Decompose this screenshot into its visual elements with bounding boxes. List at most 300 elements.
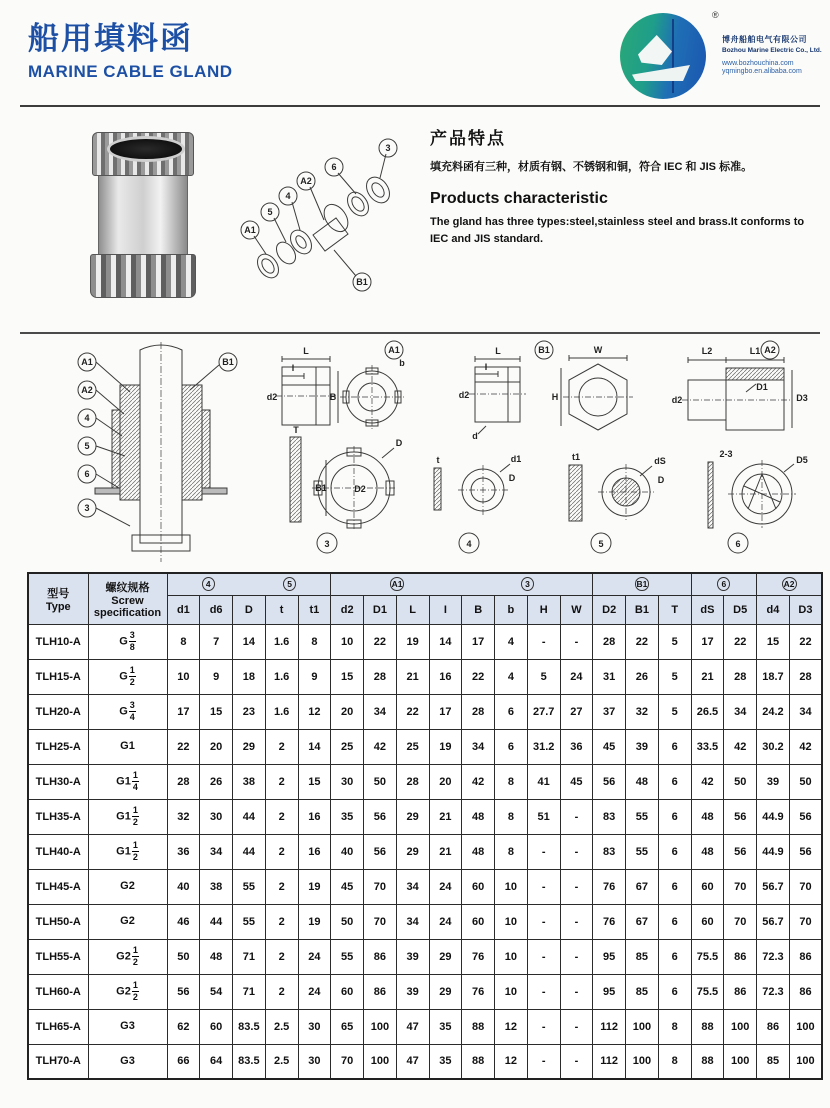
cell-screw: G1 $\frac{1}{4}$ xyxy=(88,764,167,799)
cell-value: 17 xyxy=(429,694,462,729)
cell-value: 85 xyxy=(757,1044,790,1079)
cell-value: 44 xyxy=(233,834,266,869)
cell-value: 70 xyxy=(724,869,757,904)
cell-value: 10 xyxy=(495,904,528,939)
cell-value: 83.5 xyxy=(233,1044,266,1079)
cell-value: 40 xyxy=(167,869,200,904)
callout-3: 3 xyxy=(385,143,391,153)
table-row xyxy=(28,939,822,974)
cell-value: 86 xyxy=(724,939,757,974)
dim-dS: dS xyxy=(654,456,666,466)
cell-value: 10 xyxy=(331,624,364,659)
cell-value: 36 xyxy=(560,729,593,764)
cell-value: - xyxy=(560,1044,593,1079)
cell-value: 24 xyxy=(429,904,462,939)
cell-value: 48 xyxy=(691,834,724,869)
col-header-d6: d6 xyxy=(200,595,233,624)
cell-value: 29 xyxy=(396,834,429,869)
col-header-h: H xyxy=(527,595,560,624)
cell-value: 45 xyxy=(593,729,626,764)
cell-type: TLH45-A xyxy=(28,869,88,904)
cell-screw: G3 xyxy=(88,1044,167,1079)
cell-value: 56 xyxy=(593,764,626,799)
cell-value: 34 xyxy=(396,869,429,904)
dim-t: t xyxy=(436,455,440,465)
cell-value: 17 xyxy=(167,694,200,729)
group-header-a2: A2 xyxy=(757,573,823,595)
cell-value: 40 xyxy=(331,834,364,869)
cell-value: 71 xyxy=(233,974,266,1009)
cell-value: 4 xyxy=(495,624,528,659)
dim-L2: L2 xyxy=(701,346,713,356)
cell-value: 56 xyxy=(789,799,822,834)
company-name-en: Bozhou Marine Electric Co., Ltd. xyxy=(722,47,822,54)
cell-value: 55 xyxy=(626,799,659,834)
dim-H: H xyxy=(551,392,559,402)
cell-value: 48 xyxy=(462,799,495,834)
cell-value: 75.5 xyxy=(691,939,724,974)
cell-value: 24 xyxy=(429,869,462,904)
cell-value: 39 xyxy=(626,729,659,764)
cell-value: 42 xyxy=(691,764,724,799)
spec-table-head xyxy=(28,573,822,624)
dim-L-b1: L xyxy=(495,346,501,356)
cell-value: 5 xyxy=(658,624,691,659)
col-header-ds: dS xyxy=(691,595,724,624)
cell-value: 35 xyxy=(429,1009,462,1044)
cell-value: 60 xyxy=(462,904,495,939)
table-row xyxy=(28,1009,822,1044)
cell-value: 112 xyxy=(593,1044,626,1079)
cell-value: 85 xyxy=(626,974,659,1009)
registered-trademark-icon: ® xyxy=(712,10,719,20)
cell-value: 10 xyxy=(495,974,528,1009)
cell-value: - xyxy=(527,834,560,869)
spec-table-body xyxy=(28,624,822,1079)
cell-value: 95 xyxy=(593,974,626,1009)
cell-value: 2 xyxy=(265,729,298,764)
cell-type: TLH35-A xyxy=(28,799,88,834)
cell-value: 1.6 xyxy=(265,624,298,659)
cell-value: 83 xyxy=(593,799,626,834)
table-row xyxy=(28,1044,822,1079)
cell-value: 86 xyxy=(364,939,397,974)
drawing-callout-4: 4 xyxy=(84,413,90,423)
cell-value: 50 xyxy=(364,764,397,799)
cell-value: 76 xyxy=(593,869,626,904)
cell-value: 1.6 xyxy=(265,694,298,729)
cell-value: 72.3 xyxy=(757,939,790,974)
header-divider xyxy=(20,105,820,107)
cell-value: 30 xyxy=(298,1044,331,1079)
exploded-view-drawing xyxy=(238,138,428,310)
cell-value: 22 xyxy=(724,624,757,659)
cell-value: 50 xyxy=(724,764,757,799)
cell-value: 32 xyxy=(167,799,200,834)
cell-type: TLH25-A xyxy=(28,729,88,764)
cell-value: 6 xyxy=(658,869,691,904)
view-label-4: 4 xyxy=(466,539,472,549)
cell-type: TLH15-A xyxy=(28,659,88,694)
cell-value: 16 xyxy=(429,659,462,694)
cell-value: 71 xyxy=(233,939,266,974)
cell-value: 44 xyxy=(233,799,266,834)
cell-value: 12 xyxy=(298,694,331,729)
col-header-b: B xyxy=(462,595,495,624)
dim-D3: D3 xyxy=(796,393,808,403)
cell-value: 12 xyxy=(495,1009,528,1044)
dim-W: W xyxy=(593,345,603,355)
cell-value: 50 xyxy=(331,904,364,939)
cell-value: 86 xyxy=(789,974,822,1009)
cell-value: 67 xyxy=(626,869,659,904)
cell-value: 29 xyxy=(396,799,429,834)
cell-value: 22 xyxy=(462,659,495,694)
cell-value: - xyxy=(527,939,560,974)
cell-value: 28 xyxy=(789,659,822,694)
cell-value: 67 xyxy=(626,904,659,939)
cell-value: 66 xyxy=(167,1044,200,1079)
cell-value: 34 xyxy=(789,694,822,729)
col-header-d2: d2 xyxy=(331,595,364,624)
cell-value: 14 xyxy=(233,624,266,659)
cell-value: 12 xyxy=(495,1044,528,1079)
cell-value: - xyxy=(560,1009,593,1044)
cell-value: 2 xyxy=(265,834,298,869)
cell-value: 19 xyxy=(298,869,331,904)
table-row xyxy=(28,764,822,799)
cell-value: 30 xyxy=(298,1009,331,1044)
col-header-t: t xyxy=(265,595,298,624)
table-row xyxy=(28,659,822,694)
cell-value: 2.5 xyxy=(265,1044,298,1079)
col-header-d2: D2 xyxy=(593,595,626,624)
cell-value: 34 xyxy=(364,694,397,729)
cell-value: 56 xyxy=(789,834,822,869)
col-header-w: W xyxy=(560,595,593,624)
cell-value: 42 xyxy=(724,729,757,764)
cell-value: 47 xyxy=(396,1044,429,1079)
col-header-d1: d1 xyxy=(167,595,200,624)
cell-value: 70 xyxy=(364,904,397,939)
cell-type: TLH40-A xyxy=(28,834,88,869)
cell-value: 20 xyxy=(331,694,364,729)
cell-value: 45 xyxy=(331,869,364,904)
cell-value: 6 xyxy=(658,764,691,799)
cell-value: 2 xyxy=(265,974,298,1009)
col-header-type: 型号 Type xyxy=(28,573,88,624)
cell-value: 24 xyxy=(560,659,593,694)
cell-screw: G $\frac{3}{8}$ xyxy=(88,624,167,659)
cell-value: 2 xyxy=(265,904,298,939)
cell-type: TLH60-A xyxy=(28,974,88,1009)
dim-d2-b1: d2 xyxy=(458,390,470,400)
cell-value: 20 xyxy=(200,729,233,764)
cell-value: 17 xyxy=(462,624,495,659)
cell-value: 42 xyxy=(364,729,397,764)
cell-value: 100 xyxy=(724,1009,757,1044)
cell-value: 100 xyxy=(364,1044,397,1079)
col-header-d: D xyxy=(233,595,266,624)
features-heading-zh: 产品特点 xyxy=(430,129,506,148)
cell-value: 86 xyxy=(789,939,822,974)
cell-value: 10 xyxy=(167,659,200,694)
cell-screw: G $\frac{3}{4}$ xyxy=(88,694,167,729)
cell-value: 21 xyxy=(429,834,462,869)
cell-value: 16 xyxy=(298,799,331,834)
cell-screw: G2 $\frac{1}{2}$ xyxy=(88,974,167,1009)
callout-b1: B1 xyxy=(356,277,368,287)
col-header-d4: d4 xyxy=(757,595,790,624)
callout-a2: A2 xyxy=(300,176,312,186)
group-header-b1: B1 xyxy=(593,573,691,595)
cell-value: 48 xyxy=(462,834,495,869)
cell-type: TLH65-A xyxy=(28,1009,88,1044)
cell-value: 60 xyxy=(691,869,724,904)
col-header-screw: 螺纹规格 Screw specification xyxy=(88,573,167,624)
drawing-callout-3: 3 xyxy=(84,503,90,513)
cell-value: 62 xyxy=(167,1009,200,1044)
cell-value: 41 xyxy=(527,764,560,799)
cell-value: 24 xyxy=(298,974,331,1009)
callout-6: 6 xyxy=(331,162,337,172)
cell-value: - xyxy=(560,799,593,834)
table-row xyxy=(28,729,822,764)
table-row xyxy=(28,869,822,904)
cell-value: 50 xyxy=(167,939,200,974)
dim-D: D xyxy=(395,438,403,448)
cell-value: 26.5 xyxy=(691,694,724,729)
cell-value: 76 xyxy=(593,904,626,939)
cell-value: 64 xyxy=(200,1044,233,1079)
cell-value: 30.2 xyxy=(757,729,790,764)
cell-value: 37 xyxy=(593,694,626,729)
table-row xyxy=(28,624,822,659)
cell-value: 29 xyxy=(233,729,266,764)
cell-value: 44.9 xyxy=(757,834,790,869)
cell-value: 6 xyxy=(495,729,528,764)
cell-value: 28 xyxy=(364,659,397,694)
cell-value: 5 xyxy=(658,694,691,729)
drawing-callout-6: 6 xyxy=(84,469,90,479)
cell-value: 14 xyxy=(298,729,331,764)
dim-d2: d2 xyxy=(266,392,278,402)
cell-value: 55 xyxy=(331,939,364,974)
cell-value: 33.5 xyxy=(691,729,724,764)
cell-value: 60 xyxy=(331,974,364,1009)
cell-value: 8 xyxy=(495,764,528,799)
cell-value: 65 xyxy=(331,1009,364,1044)
cell-value: 50 xyxy=(789,764,822,799)
cell-value: 15 xyxy=(757,624,790,659)
cell-value: 27.7 xyxy=(527,694,560,729)
cell-value: 22 xyxy=(789,624,822,659)
cell-value: 88 xyxy=(691,1009,724,1044)
cell-value: 22 xyxy=(167,729,200,764)
dim-D5: D5 xyxy=(796,455,808,465)
cell-value: 8 xyxy=(298,624,331,659)
cell-value: - xyxy=(560,904,593,939)
group-header-4-5: 4 5 xyxy=(167,573,331,595)
table-row xyxy=(28,834,822,869)
features-body-en: The gland has three types:steel,stainless steel and brass.It conforms to IEC and JIS standard. xyxy=(430,215,805,245)
cell-value: 28 xyxy=(167,764,200,799)
cell-screw: G2 $\frac{1}{2}$ xyxy=(88,939,167,974)
cell-value: 42 xyxy=(462,764,495,799)
cell-screw: G2 xyxy=(88,869,167,904)
cell-value: 15 xyxy=(200,694,233,729)
cell-value: 20 xyxy=(429,764,462,799)
cell-value: 15 xyxy=(331,659,364,694)
col-header-t1: t1 xyxy=(298,595,331,624)
cell-value: 36 xyxy=(167,834,200,869)
dim-t1: t1 xyxy=(571,452,581,462)
cell-value: 19 xyxy=(429,729,462,764)
cell-value: 44 xyxy=(200,904,233,939)
cell-value: 16 xyxy=(298,834,331,869)
cell-value: 85 xyxy=(626,939,659,974)
cell-value: 2 xyxy=(265,799,298,834)
cell-value: 100 xyxy=(626,1044,659,1079)
cell-value: 42 xyxy=(789,729,822,764)
cell-value: 55 xyxy=(626,834,659,869)
cell-value: 25 xyxy=(331,729,364,764)
cell-value: 2.5 xyxy=(265,1009,298,1044)
dim-b: b xyxy=(399,358,405,368)
company-logo xyxy=(618,10,828,102)
cell-value: 6 xyxy=(495,694,528,729)
dim-D-5: D xyxy=(657,475,665,485)
cell-value: 2 xyxy=(265,869,298,904)
cell-value: 30 xyxy=(331,764,364,799)
view-label-3: 3 xyxy=(324,539,330,549)
cell-value: 24 xyxy=(298,939,331,974)
cell-value: 34 xyxy=(462,729,495,764)
table-row xyxy=(28,799,822,834)
cell-value: 8 xyxy=(167,624,200,659)
drawing-callout-a1: A1 xyxy=(81,357,93,367)
cell-type: TLH10-A xyxy=(28,624,88,659)
dim-L1: L1 xyxy=(749,346,761,356)
cell-value: 8 xyxy=(658,1044,691,1079)
drawing-callout-b1: B1 xyxy=(222,357,234,367)
cell-value: - xyxy=(560,869,593,904)
table-row xyxy=(28,974,822,1009)
cell-value: 39 xyxy=(396,974,429,1009)
cell-value: 100 xyxy=(626,1009,659,1044)
cell-value: 70 xyxy=(364,869,397,904)
section-divider xyxy=(20,332,820,334)
cell-value: 28 xyxy=(462,694,495,729)
view-label-5: 5 xyxy=(598,539,604,549)
cell-value: - xyxy=(527,624,560,659)
callout-5: 5 xyxy=(267,207,273,217)
cell-value: 8 xyxy=(495,799,528,834)
cell-value: 22 xyxy=(626,624,659,659)
cell-value: 31 xyxy=(593,659,626,694)
cell-value: 39 xyxy=(396,939,429,974)
cell-value: 86 xyxy=(364,974,397,1009)
cell-value: 54 xyxy=(200,974,233,1009)
view-label-b1: B1 xyxy=(538,345,550,355)
dim-B1: B1 xyxy=(315,483,327,493)
cell-value: 35 xyxy=(331,799,364,834)
cell-value: 8 xyxy=(495,834,528,869)
callout-4: 4 xyxy=(285,191,291,201)
cell-value: 46 xyxy=(167,904,200,939)
cell-value: - xyxy=(527,869,560,904)
cell-value: 17 xyxy=(691,624,724,659)
cell-value: 4 xyxy=(495,659,528,694)
cell-value: 9 xyxy=(200,659,233,694)
cell-value: 28 xyxy=(593,624,626,659)
cell-value: 19 xyxy=(298,904,331,939)
cell-value: 100 xyxy=(724,1044,757,1079)
cell-value: 95 xyxy=(593,939,626,974)
col-header-l: L xyxy=(396,595,429,624)
cell-screw: G2 xyxy=(88,904,167,939)
cell-value: 76 xyxy=(462,939,495,974)
company-alibaba-url: yqmingbo.en.alibaba.com xyxy=(722,68,802,75)
page-header xyxy=(28,22,233,82)
cell-value: 10 xyxy=(495,869,528,904)
cell-value: 38 xyxy=(200,869,233,904)
cell-value: 70 xyxy=(331,1044,364,1079)
cell-value: 34 xyxy=(724,694,757,729)
cell-value: 60 xyxy=(691,904,724,939)
cell-value: 30 xyxy=(200,799,233,834)
cell-screw: G $\frac{1}{2}$ xyxy=(88,659,167,694)
cell-type: TLH30-A xyxy=(28,764,88,799)
cell-value: 56 xyxy=(364,799,397,834)
view-label-a2: A2 xyxy=(764,345,776,355)
cell-value: 44.9 xyxy=(757,799,790,834)
sailboat-logo-icon xyxy=(620,13,706,99)
dim-D1: D1 xyxy=(756,382,768,392)
col-header-b1: B1 xyxy=(626,595,659,624)
cell-value: 31.2 xyxy=(527,729,560,764)
cell-screw: G1 $\frac{1}{2}$ xyxy=(88,799,167,834)
cell-value: 18.7 xyxy=(757,659,790,694)
cell-value: 56 xyxy=(724,799,757,834)
cell-value: 48 xyxy=(200,939,233,974)
cell-value: 24.2 xyxy=(757,694,790,729)
cell-value: 7 xyxy=(200,624,233,659)
cell-value: 88 xyxy=(462,1009,495,1044)
col-header-d1: D1 xyxy=(364,595,397,624)
cell-value: 88 xyxy=(691,1044,724,1079)
cell-value: 6 xyxy=(658,974,691,1009)
cell-value: 56 xyxy=(364,834,397,869)
cell-value: 55 xyxy=(233,869,266,904)
cell-value: 47 xyxy=(396,1009,429,1044)
dim-L: L xyxy=(303,346,309,356)
cell-screw: G3 xyxy=(88,1009,167,1044)
page-subtitle: MARINE CABLE GLAND xyxy=(28,62,233,82)
cell-value: 22 xyxy=(396,694,429,729)
cell-value: - xyxy=(560,939,593,974)
cell-value: - xyxy=(527,1044,560,1079)
dim-d: d xyxy=(472,431,478,441)
cell-value: 6 xyxy=(658,904,691,939)
cell-value: 21 xyxy=(691,659,724,694)
cell-value: 48 xyxy=(626,764,659,799)
cell-value: 86 xyxy=(724,974,757,1009)
features-heading-en: Products characteristic xyxy=(430,189,608,207)
cell-value: 26 xyxy=(626,659,659,694)
col-header-b: b xyxy=(495,595,528,624)
company-name-zh: 博舟船舶电气有限公司 xyxy=(722,35,807,44)
